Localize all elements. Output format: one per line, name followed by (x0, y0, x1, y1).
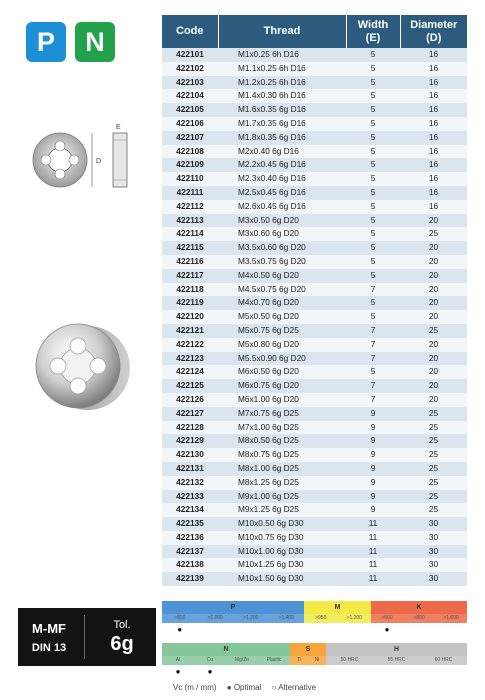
cell-width: 5 (346, 241, 400, 255)
cell-width: 5 (346, 62, 400, 76)
material-subgroups (162, 656, 290, 665)
suitability-mark (269, 623, 305, 637)
cell-diameter: 20 (400, 338, 467, 352)
cell-thread: M3x0.50 6g D20 (218, 214, 346, 228)
cell-diameter: 25 (400, 227, 467, 241)
cell-code: 422118 (162, 283, 218, 297)
cell-width: 5 (346, 214, 400, 228)
cell-diameter: 25 (400, 434, 467, 448)
legend-vc: Vc (m / mm) (173, 683, 217, 692)
cell-diameter: 16 (400, 200, 467, 214)
cell-width: 5 (346, 131, 400, 145)
cell-diameter: 16 (400, 103, 467, 117)
cell-diameter: 25 (400, 503, 467, 517)
material-group-k (371, 601, 467, 637)
cell-code: 422130 (162, 448, 218, 462)
legend-optimal: ● Optimal (226, 683, 262, 692)
material-group-m (304, 601, 371, 637)
material-suitability (304, 623, 371, 637)
material-subgroups (290, 656, 326, 665)
legend-alternative: ○ Alternative (271, 683, 317, 692)
cell-code: 422137 (162, 545, 218, 559)
cell-code: 422131 (162, 462, 218, 476)
cell-width: 9 (346, 490, 400, 504)
material-subgroup-label: Mg/Zn (234, 657, 250, 663)
cell-code: 422126 (162, 393, 218, 407)
material-subgroup-label: >1.200 (243, 615, 259, 621)
material-badge-n: N (75, 22, 115, 62)
table-body (162, 48, 467, 586)
cell-thread: M1.7x0.35 6g D16 (218, 117, 346, 131)
cell-code: 422121 (162, 324, 218, 338)
cell-diameter: 16 (400, 62, 467, 76)
cell-width: 5 (346, 227, 400, 241)
material-subgroup-label: >1.200 (346, 615, 362, 621)
header-diameter (400, 15, 467, 48)
cell-width: 7 (346, 283, 400, 297)
cell-width: 9 (346, 476, 400, 490)
cell-width: 9 (346, 434, 400, 448)
spec-tolerance (88, 608, 156, 666)
cell-code: 422132 (162, 476, 218, 490)
header-thread: Thread (218, 15, 346, 48)
cell-width: 11 (346, 545, 400, 559)
cell-thread: M2.5x0.45 6g D16 (218, 186, 346, 200)
cell-thread: M8x1.00 6g D25 (218, 462, 346, 476)
cell-thread: M5x0.75 6g D25 (218, 324, 346, 338)
product-table (162, 15, 467, 586)
table-row (162, 379, 467, 393)
material-subgroup-label: Ti (297, 657, 301, 663)
cell-diameter: 30 (400, 517, 467, 531)
cell-code: 422120 (162, 310, 218, 324)
material-subgroup-label: 55 HRC (387, 657, 406, 663)
table-row (162, 545, 467, 559)
cell-thread: M1x0.25 6h D16 (218, 48, 346, 62)
cell-thread: M4.5x0.75 6g D20 (218, 283, 346, 297)
cell-diameter: 30 (400, 558, 467, 572)
header-width (346, 15, 400, 48)
material-suitability (326, 665, 467, 679)
table-row (162, 145, 467, 159)
table-row (162, 352, 467, 366)
spec-tol-value: 6g (110, 632, 134, 655)
table-row (162, 531, 467, 545)
cell-diameter: 20 (400, 283, 467, 297)
cell-thread: M1.6x0.35 6g D16 (218, 103, 346, 117)
cell-diameter: 25 (400, 462, 467, 476)
suitability-mark: ● (177, 625, 183, 634)
cell-code: 422107 (162, 131, 218, 145)
header-width-label: Width (357, 18, 389, 31)
material-group-n (162, 643, 290, 679)
cell-width: 11 (346, 572, 400, 586)
suitability-mark: ● (175, 667, 181, 676)
suitability-mark (435, 623, 467, 637)
cell-code: 422104 (162, 89, 218, 103)
legend (173, 683, 324, 692)
cell-width: 5 (346, 158, 400, 172)
cell-diameter: 20 (400, 214, 467, 228)
table-row (162, 103, 467, 117)
cell-code: 422101 (162, 48, 218, 62)
material-subgroup-label: Ni (314, 657, 320, 663)
cell-code: 422134 (162, 503, 218, 517)
table-row (162, 117, 467, 131)
suitability-mark (226, 665, 258, 679)
cell-width: 9 (346, 407, 400, 421)
cell-width: 7 (346, 379, 400, 393)
cell-code: 422115 (162, 241, 218, 255)
material-group-label: K (371, 601, 467, 614)
spec-divider (84, 615, 85, 659)
cell-thread: M7x0.75 6g D25 (218, 407, 346, 421)
table-row (162, 421, 467, 435)
cell-width: 5 (346, 200, 400, 214)
material-subgroups (371, 614, 467, 623)
table-row (162, 227, 467, 241)
cell-thread: M1.4x0.30 6h D16 (218, 89, 346, 103)
cell-diameter: 20 (400, 241, 467, 255)
cell-diameter: 25 (400, 421, 467, 435)
cell-width: 5 (346, 296, 400, 310)
table-row (162, 241, 467, 255)
cell-code: 422125 (162, 379, 218, 393)
suitability-mark (403, 623, 435, 637)
table-row (162, 434, 467, 448)
cell-width: 11 (346, 558, 400, 572)
cell-width: 7 (346, 324, 400, 338)
header-width-unit: (E) (365, 31, 381, 44)
cell-code: 422139 (162, 572, 218, 586)
table-row (162, 324, 467, 338)
cell-width: 9 (346, 448, 400, 462)
table-row (162, 269, 467, 283)
table-row (162, 393, 467, 407)
cell-diameter: 30 (400, 531, 467, 545)
material-subgroup-label: >500 (381, 615, 393, 621)
material-group-label: H (326, 643, 467, 656)
cell-code: 422109 (162, 158, 218, 172)
cell-code: 422124 (162, 365, 218, 379)
table-row (162, 517, 467, 531)
diameter-dim-label: D (96, 158, 102, 165)
cell-code: 422129 (162, 434, 218, 448)
cell-thread: M10x1.25 6g D30 (218, 558, 346, 572)
material-suitability (162, 623, 304, 637)
table-header-row (162, 15, 467, 48)
cell-thread: M3.5x0.60 6g D20 (218, 241, 346, 255)
table-row (162, 476, 467, 490)
material-subgroup-label: >1.600 (443, 615, 459, 621)
table-row (162, 490, 467, 504)
cell-diameter: 16 (400, 76, 467, 90)
cell-code: 422117 (162, 269, 218, 283)
cell-diameter: 25 (400, 476, 467, 490)
table-row (162, 365, 467, 379)
material-subgroup-label: >1.400 (278, 615, 294, 621)
cell-thread: M2.2x0.45 6g D16 (218, 158, 346, 172)
material-subgroup-label: 50 HRC (340, 657, 359, 663)
cell-thread: M8x0.75 6g D25 (218, 448, 346, 462)
cell-width: 9 (346, 462, 400, 476)
suitability-mark (420, 665, 467, 679)
cell-diameter: 20 (400, 269, 467, 283)
cell-width: 5 (346, 89, 400, 103)
cell-width: 9 (346, 503, 400, 517)
table-row (162, 48, 467, 62)
cell-width: 7 (346, 393, 400, 407)
cell-diameter: 20 (400, 379, 467, 393)
table-row (162, 214, 467, 228)
cell-diameter: 16 (400, 145, 467, 159)
cell-diameter: 16 (400, 158, 467, 172)
cell-width: 11 (346, 531, 400, 545)
cell-width: 5 (346, 186, 400, 200)
cell-diameter: 20 (400, 255, 467, 269)
material-group-label: N (162, 643, 290, 656)
cell-code: 422111 (162, 186, 218, 200)
cell-code: 422110 (162, 172, 218, 186)
table-row (162, 572, 467, 586)
material-suitability (371, 623, 467, 637)
cell-thread: M6x0.50 6g D20 (218, 365, 346, 379)
material-group-p (162, 601, 304, 637)
material-subgroups (326, 656, 467, 665)
material-subgroup-label: >800 (413, 615, 425, 621)
material-subgroups (304, 614, 371, 623)
cell-code: 422127 (162, 407, 218, 421)
cell-code: 422105 (162, 103, 218, 117)
table-row (162, 283, 467, 297)
table-row (162, 186, 467, 200)
table-row (162, 76, 467, 90)
material-group-label: P (162, 601, 304, 614)
cell-width: 11 (346, 517, 400, 531)
cell-code: 422136 (162, 531, 218, 545)
cell-width: 5 (346, 103, 400, 117)
cell-thread: M3x0.60 6g D20 (218, 227, 346, 241)
cell-diameter: 20 (400, 365, 467, 379)
cell-diameter: 30 (400, 572, 467, 586)
cell-diameter: 20 (400, 352, 467, 366)
cell-code: 422103 (162, 76, 218, 90)
table-row (162, 558, 467, 572)
cell-thread: M9x1.25 6g D25 (218, 503, 346, 517)
table-row (162, 158, 467, 172)
cell-code: 422108 (162, 145, 218, 159)
cell-code: 422112 (162, 200, 218, 214)
suitability-mark (373, 665, 420, 679)
cell-thread: M2x0.40 6g D16 (218, 145, 346, 159)
material-subgroup-label: >950 (315, 615, 327, 621)
cell-thread: M5x0.80 6g D20 (218, 338, 346, 352)
table-row (162, 62, 467, 76)
cell-thread: M8x0.50 6g D25 (218, 434, 346, 448)
cell-thread: M10x0.50 6g D30 (218, 517, 346, 531)
cell-width: 5 (346, 117, 400, 131)
cell-code: 422133 (162, 490, 218, 504)
cell-width: 9 (346, 421, 400, 435)
cell-thread: M3.5x0.75 6g D20 (218, 255, 346, 269)
spec-standard-name: M-MF (32, 620, 66, 636)
cell-thread: M9x1.00 6g D25 (218, 490, 346, 504)
material-subgroup-label: Plastic (266, 657, 282, 663)
cell-diameter: 16 (400, 48, 467, 62)
material-subgroup-label: 60 HRC (434, 657, 453, 663)
spec-standard (18, 608, 80, 666)
cell-code: 422119 (162, 296, 218, 310)
material-group-h (326, 643, 467, 679)
table-row (162, 296, 467, 310)
thread-spec-box (18, 608, 156, 666)
cell-diameter: 25 (400, 490, 467, 504)
cell-thread: M5.5x0.90 6g D20 (218, 352, 346, 366)
cell-code: 422116 (162, 255, 218, 269)
suitability-mark (308, 665, 326, 679)
material-group-label: S (290, 643, 326, 656)
cell-diameter: 16 (400, 172, 467, 186)
cell-diameter: 16 (400, 186, 467, 200)
cell-diameter: 30 (400, 545, 467, 559)
material-badge-p: P (26, 22, 66, 62)
table-row (162, 172, 467, 186)
cell-thread: M4x0.70 6g D20 (218, 296, 346, 310)
material-subgroup-label: Cu (206, 657, 214, 663)
spec-tol-label: Tol. (113, 618, 131, 631)
cell-thread: M4x0.50 6g D20 (218, 269, 346, 283)
cell-width: 7 (346, 338, 400, 352)
cell-width: 5 (346, 76, 400, 90)
cell-code: 422128 (162, 421, 218, 435)
material-suitability (290, 665, 326, 679)
cell-code: 422114 (162, 227, 218, 241)
table-row (162, 89, 467, 103)
cell-thread: M8x1.25 6g D25 (218, 476, 346, 490)
cell-thread: M2.6x0.45 6g D16 (218, 200, 346, 214)
cell-code: 422122 (162, 338, 218, 352)
table-row (162, 503, 467, 517)
die-product-image (30, 318, 136, 414)
cell-thread: M1.8x0.35 6g D16 (218, 131, 346, 145)
suitability-mark (304, 623, 338, 637)
cell-width: 5 (346, 145, 400, 159)
cell-code: 422102 (162, 62, 218, 76)
table-row (162, 310, 467, 324)
suitability-mark (326, 665, 373, 679)
cell-width: 5 (346, 269, 400, 283)
material-group-s (290, 643, 326, 679)
material-group-label: M (304, 601, 371, 614)
cell-width: 5 (346, 365, 400, 379)
material-subgroup-label: >800 (174, 615, 186, 621)
table-row (162, 131, 467, 145)
cell-code: 422135 (162, 517, 218, 531)
die-dimension-diagram (28, 118, 138, 198)
suitability-mark (290, 665, 308, 679)
header-diameter-label: Diameter (410, 18, 458, 31)
cell-thread: M10x0.75 6g D30 (218, 531, 346, 545)
cell-width: 5 (346, 48, 400, 62)
cell-thread: M1.1x0.25 6h D16 (218, 62, 346, 76)
cell-diameter: 25 (400, 324, 467, 338)
cell-thread: M1.2x0.25 6h D16 (218, 76, 346, 90)
cell-thread: M6x1.00 6g D20 (218, 393, 346, 407)
spec-norm: DIN 13 (31, 641, 67, 654)
cell-diameter: 16 (400, 131, 467, 145)
cell-code: 422113 (162, 214, 218, 228)
cell-width: 5 (346, 310, 400, 324)
table-row (162, 338, 467, 352)
cell-width: 7 (346, 352, 400, 366)
material-subgroup-label: >1.000 (207, 615, 223, 621)
cell-thread: M10x1.00 6g D30 (218, 545, 346, 559)
cell-diameter: 25 (400, 407, 467, 421)
cell-diameter: 16 (400, 89, 467, 103)
material-subgroup-label: Al (175, 657, 181, 663)
cell-diameter: 20 (400, 393, 467, 407)
table-row (162, 255, 467, 269)
table-row (162, 407, 467, 421)
cell-thread: M6x0.75 6g D20 (218, 379, 346, 393)
width-dim-label: E (116, 124, 121, 131)
cell-diameter: 25 (400, 448, 467, 462)
cell-diameter: 20 (400, 296, 467, 310)
cell-width: 5 (346, 255, 400, 269)
cell-thread: M10x1.50 6g D30 (218, 572, 346, 586)
suitability-mark: ● (207, 667, 213, 676)
cell-thread: M2.3x0.40 6g D16 (218, 172, 346, 186)
suitability-mark: ● (384, 625, 390, 634)
cell-code: 422138 (162, 558, 218, 572)
suitability-mark (258, 665, 290, 679)
header-code: Code (162, 15, 218, 48)
cell-thread: M5x0.50 6g D20 (218, 310, 346, 324)
cell-code: 422106 (162, 117, 218, 131)
cell-diameter: 16 (400, 117, 467, 131)
cell-width: 5 (346, 172, 400, 186)
material-subgroups (162, 614, 304, 623)
cell-diameter: 20 (400, 310, 467, 324)
suitability-mark (338, 623, 372, 637)
cell-thread: M7x1.00 6g D25 (218, 421, 346, 435)
header-diameter-unit: (D) (426, 31, 442, 44)
suitability-mark (198, 623, 234, 637)
material-suitability (162, 665, 290, 679)
table-row (162, 448, 467, 462)
table-row (162, 200, 467, 214)
table-row (162, 462, 467, 476)
suitability-mark (233, 623, 269, 637)
cell-code: 422123 (162, 352, 218, 366)
